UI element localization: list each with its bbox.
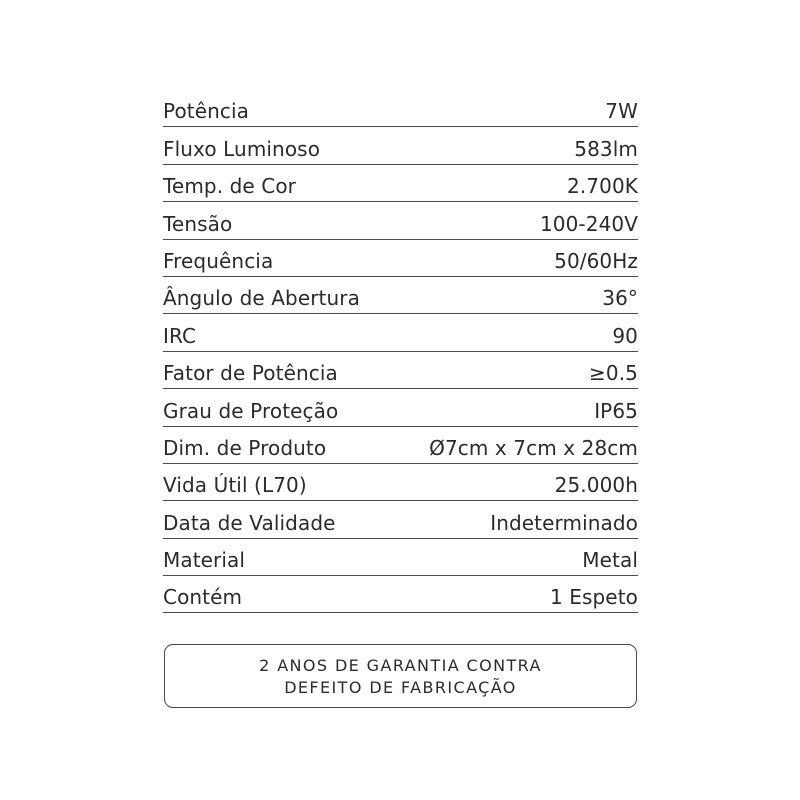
spec-value: 25.000h xyxy=(554,473,638,498)
spec-value: 7W xyxy=(605,99,638,124)
spec-label: Frequência xyxy=(163,248,274,273)
warranty-line-1: 2 ANOS DE GARANTIA CONTRA xyxy=(259,655,542,675)
spec-row-frequencia xyxy=(163,240,638,277)
spec-label: Grau de Proteção xyxy=(163,398,339,423)
spec-label: Ângulo de Abertura xyxy=(163,286,360,311)
spec-row-material xyxy=(163,539,638,576)
spec-value: 36° xyxy=(602,286,638,311)
warranty-line-2: DEFEITO DE FABRICAÇÃO xyxy=(284,677,517,697)
spec-label: Temp. de Cor xyxy=(163,174,296,199)
spec-label: Dim. de Produto xyxy=(163,435,327,460)
warranty-notice xyxy=(164,644,637,708)
spec-row-dim-de-produto xyxy=(163,427,638,464)
spec-row-irc xyxy=(163,314,638,351)
spec-value: 2.700K xyxy=(567,174,638,199)
spec-row-potencia xyxy=(163,90,638,127)
spec-value: Metal xyxy=(582,548,638,573)
spec-label: Material xyxy=(163,548,246,573)
spec-row-vida-util xyxy=(163,464,638,501)
spec-value: 100-240V xyxy=(539,211,638,236)
spec-row-contem xyxy=(163,576,638,613)
spec-label: Tensão xyxy=(163,211,233,236)
spec-value: 1 Espeto xyxy=(549,585,638,610)
spec-label: Contém xyxy=(163,585,243,610)
spec-label: Data de Validade xyxy=(163,510,336,535)
spec-label: Vida Útil (L70) xyxy=(163,473,307,498)
spec-value: IP65 xyxy=(594,398,638,423)
spec-row-angulo-de-abertura xyxy=(163,277,638,314)
spec-value: ≥0.5 xyxy=(589,361,638,386)
spec-label: Fator de Potência xyxy=(163,361,338,386)
spec-row-fluxo-luminoso xyxy=(163,127,638,164)
spec-table xyxy=(163,90,638,613)
spec-value: Indeterminado xyxy=(490,510,638,535)
spec-value: Ø7cm x 7cm x 28cm xyxy=(429,435,638,460)
spec-value: 90 xyxy=(612,323,638,348)
spec-row-data-de-validade xyxy=(163,501,638,538)
spec-row-grau-de-protecao xyxy=(163,389,638,426)
spec-label: IRC xyxy=(163,323,197,348)
spec-row-tensao xyxy=(163,202,638,239)
spec-row-temp-de-cor xyxy=(163,165,638,202)
spec-row-fator-de-potencia xyxy=(163,352,638,389)
spec-label: Potência xyxy=(163,99,250,124)
spec-label: Fluxo Luminoso xyxy=(163,136,321,161)
spec-value: 50/60Hz xyxy=(554,248,638,273)
spec-value: 583lm xyxy=(574,136,638,161)
